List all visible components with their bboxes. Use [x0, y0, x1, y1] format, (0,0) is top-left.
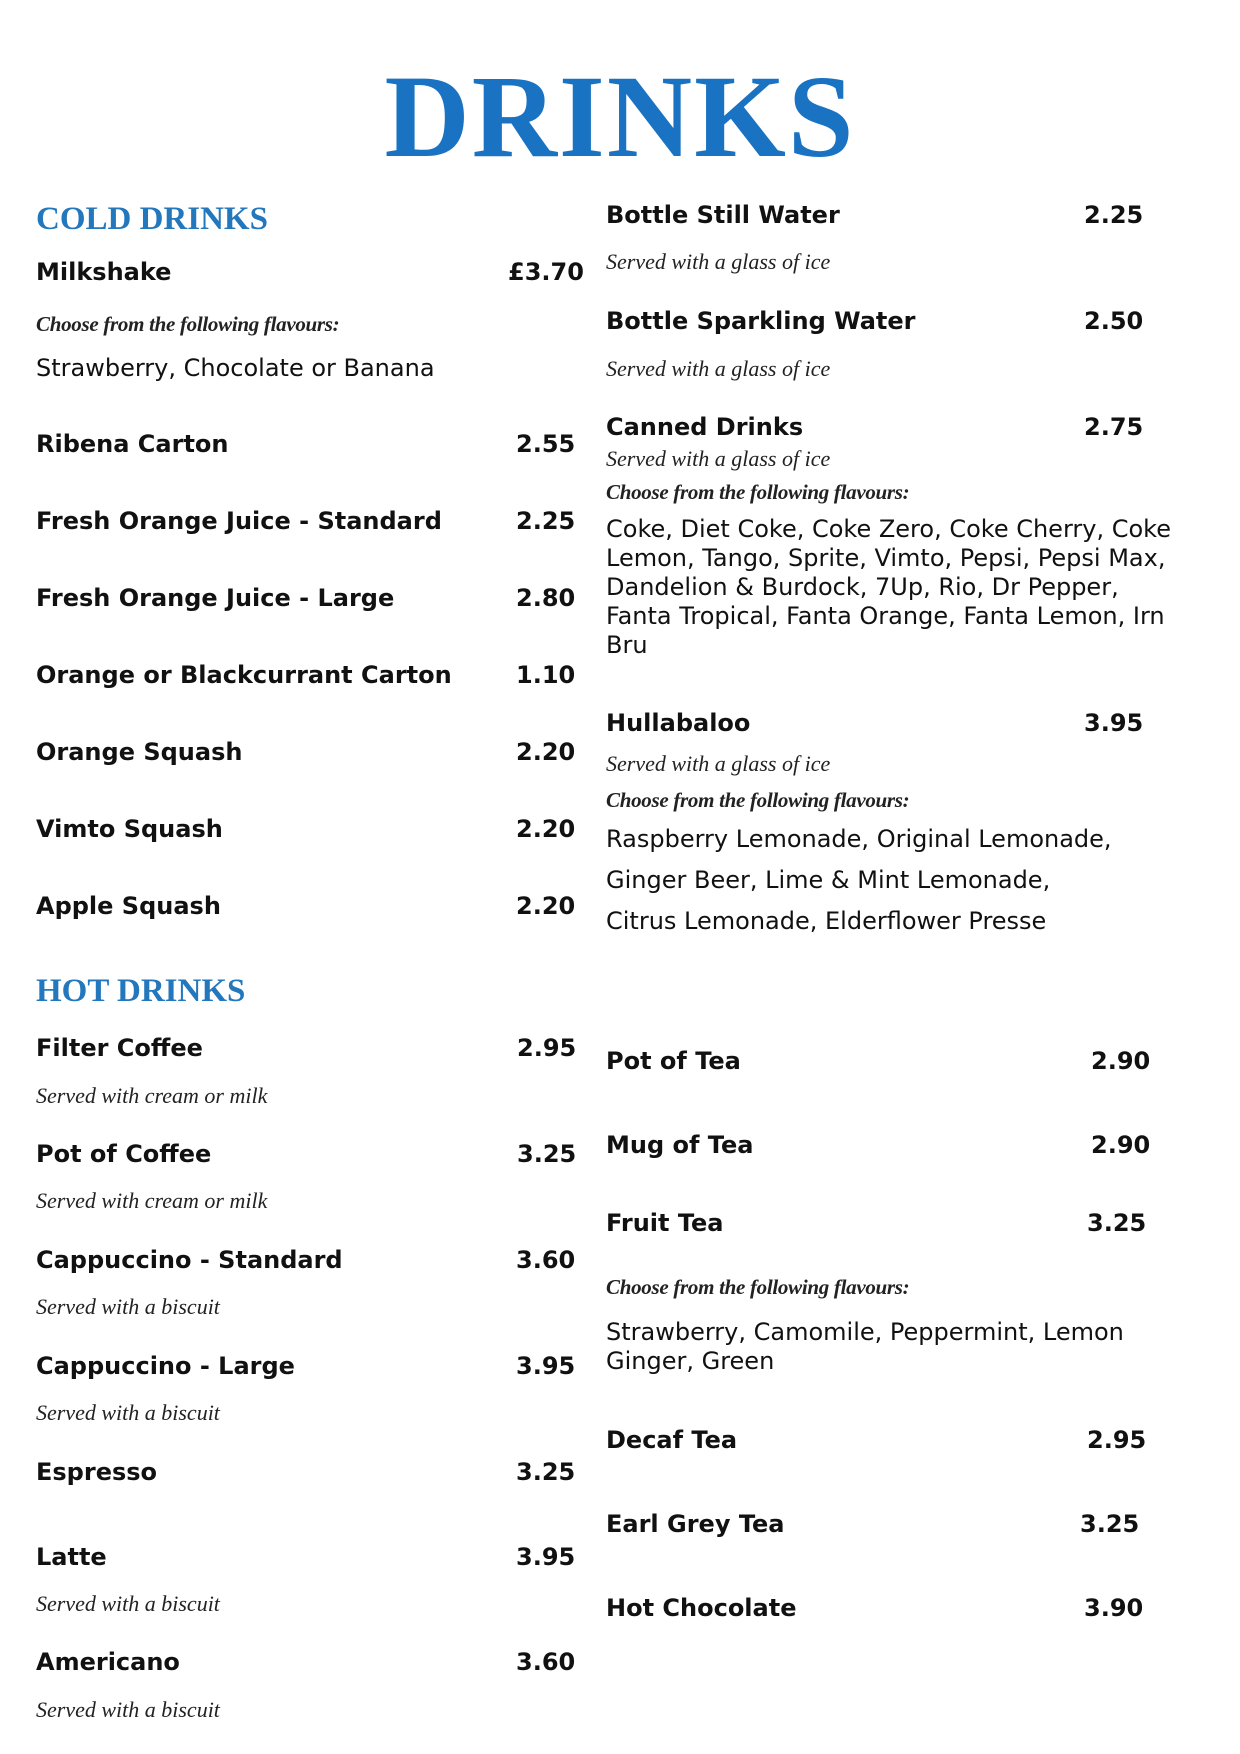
hullabaloo-flavours-line-3: Citrus Lemonade, Elderflower Presse — [606, 907, 1047, 935]
cappuccino-large-name: Cappuccino - Large — [36, 1352, 295, 1380]
hullabaloo-name: Hullabaloo — [606, 709, 751, 737]
still-water-note: Served with a glass of ice — [606, 249, 831, 274]
latte-name: Latte — [36, 1543, 107, 1571]
carton-price: 1.10 — [516, 661, 576, 689]
fruit-tea-name: Fruit Tea — [606, 1209, 724, 1237]
earl-grey-tea-price: 3.25 — [1080, 1510, 1140, 1538]
cappuccino-large-price: 3.95 — [516, 1352, 576, 1380]
pot-tea-name: Pot of Tea — [606, 1047, 741, 1075]
page-title: DRINKS — [384, 51, 856, 182]
latte-price: 3.95 — [516, 1543, 576, 1571]
milkshake-choose-note: Choose from the following flavours: — [36, 312, 340, 336]
orange-squash-price: 2.20 — [516, 738, 576, 766]
milkshake-name: Milkshake — [36, 258, 172, 286]
sparkling-water-name: Bottle Sparkling Water — [606, 307, 916, 335]
hullabaloo-choose-note: Choose from the following flavours: — [606, 788, 910, 812]
sparkling-water-price: 2.50 — [1084, 307, 1144, 335]
pot-tea-price: 2.90 — [1091, 1047, 1151, 1075]
oj-large-name: Fresh Orange Juice - Large — [36, 584, 395, 612]
ribena-name: Ribena Carton — [36, 430, 229, 458]
orange-squash-name: Orange Squash — [36, 738, 243, 766]
canned-drinks-flavours: Coke, Diet Coke, Coke Zero, Coke Cherry, Coke Lemon, Tango, Sprite, Vimto, Pepsi, Pepsi Max, Dandelion & Burdock, 7Up, Rio, Dr Pepper, Fanta Tropical, Fanta Orange, Fanta Lemon, Irn Bru — [606, 515, 1171, 659]
mug-tea-price: 2.90 — [1091, 1131, 1151, 1159]
hot-chocolate-price: 3.90 — [1084, 1594, 1144, 1622]
hullabaloo-note: Served with a glass of ice — [606, 751, 831, 776]
still-water-name: Bottle Still Water — [606, 201, 840, 229]
filter-coffee-name: Filter Coffee — [36, 1034, 203, 1062]
espresso-price: 3.25 — [516, 1458, 576, 1486]
apple-squash-price: 2.20 — [516, 892, 576, 920]
apple-squash-name: Apple Squash — [36, 892, 221, 920]
ribena-price: 2.55 — [516, 430, 576, 458]
decaf-tea-price: 2.95 — [1087, 1426, 1147, 1454]
canned-drinks-price: 2.75 — [1084, 413, 1144, 441]
earl-grey-tea-name: Earl Grey Tea — [606, 1510, 785, 1538]
oj-standard-name: Fresh Orange Juice - Standard — [36, 507, 442, 535]
fruit-tea-choose-note: Choose from the following flavours: — [606, 1275, 910, 1299]
milkshake-price: £3.70 — [508, 258, 584, 286]
canned-drinks-choose-note: Choose from the following flavours: — [606, 480, 910, 504]
cappuccino-standard-note: Served with a biscuit — [36, 1294, 220, 1319]
pot-coffee-name: Pot of Coffee — [36, 1140, 212, 1168]
canned-drinks-name: Canned Drinks — [606, 413, 804, 441]
oj-large-price: 2.80 — [516, 584, 576, 612]
pot-coffee-price: 3.25 — [517, 1140, 577, 1168]
fruit-tea-flavours: Strawberry, Camomile, Peppermint, Lemon Ginger, Green — [606, 1318, 1124, 1375]
pot-coffee-note: Served with cream or milk — [36, 1188, 268, 1213]
mug-tea-name: Mug of Tea — [606, 1131, 754, 1159]
americano-note: Served with a biscuit — [36, 1697, 220, 1722]
fruit-tea-price: 3.25 — [1087, 1209, 1147, 1237]
vimto-squash-price: 2.20 — [516, 815, 576, 843]
hullabaloo-price: 3.95 — [1084, 709, 1144, 737]
hot-chocolate-name: Hot Chocolate — [606, 1594, 797, 1622]
espresso-name: Espresso — [36, 1458, 158, 1486]
hullabaloo-flavours-line-1: Raspberry Lemonade, Original Lemonade, — [606, 825, 1112, 853]
cold-drinks-heading: COLD DRINKS — [36, 201, 268, 237]
cappuccino-standard-name: Cappuccino - Standard — [36, 1246, 343, 1274]
hot-drinks-heading: HOT DRINKS — [36, 973, 246, 1009]
still-water-price: 2.25 — [1084, 201, 1144, 229]
americano-name: Americano — [36, 1648, 180, 1676]
canned-drinks-note: Served with a glass of ice — [606, 446, 831, 471]
latte-note: Served with a biscuit — [36, 1591, 220, 1616]
sparkling-water-note: Served with a glass of ice — [606, 356, 831, 381]
cappuccino-standard-price: 3.60 — [516, 1246, 576, 1274]
vimto-squash-name: Vimto Squash — [36, 815, 223, 843]
decaf-tea-name: Decaf Tea — [606, 1426, 738, 1454]
oj-standard-price: 2.25 — [516, 507, 576, 535]
carton-name: Orange or Blackcurrant Carton — [36, 661, 452, 689]
americano-price: 3.60 — [516, 1648, 576, 1676]
hullabaloo-flavours-line-2: Ginger Beer, Lime & Mint Lemonade, — [606, 866, 1051, 894]
filter-coffee-note: Served with cream or milk — [36, 1083, 268, 1108]
milkshake-flavours: Strawberry, Chocolate or Banana — [36, 354, 435, 382]
cappuccino-large-note: Served with a biscuit — [36, 1400, 220, 1425]
filter-coffee-price: 2.95 — [517, 1034, 577, 1062]
